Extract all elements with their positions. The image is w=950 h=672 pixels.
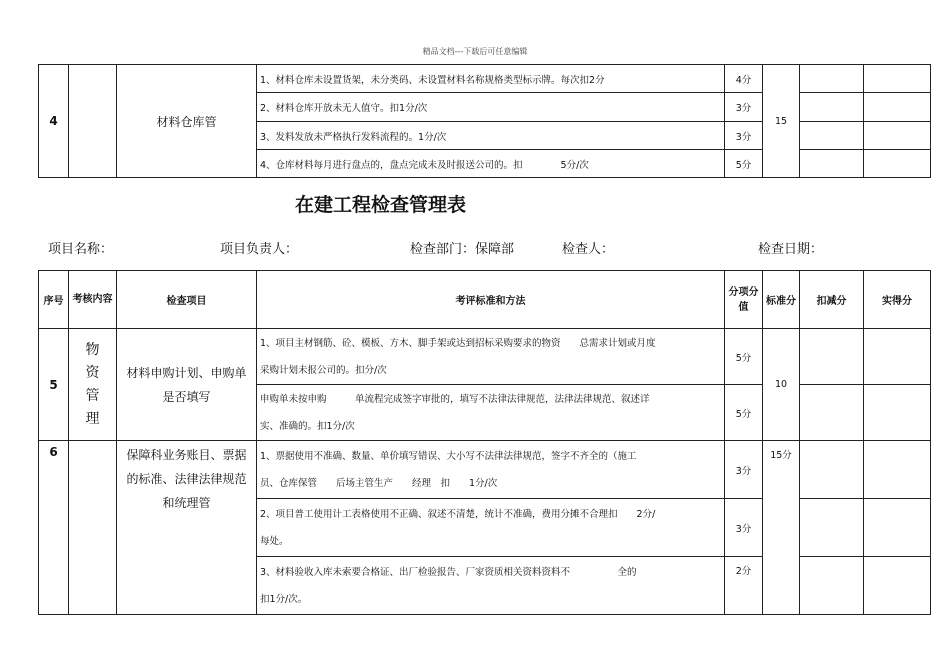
row6-deduct-b — [800, 499, 864, 557]
header-item-score: 分项分值 — [725, 271, 763, 329]
top-criteria-3: 3、发料发放未严格执行发料流程的。1分/次 — [257, 122, 725, 150]
row6-seq: 6 — [39, 441, 69, 615]
row6-actual-b — [864, 499, 931, 557]
top-standard: 15 — [763, 65, 800, 178]
row6-criteria-c — [257, 557, 725, 615]
row6-criteria-b — [257, 499, 725, 557]
row6-item-line: 保障科业务账目、票据 — [126, 448, 247, 462]
top-deduct-4 — [800, 150, 864, 178]
row5-score-b: 5分 — [725, 385, 763, 441]
top-score-4: 5分 — [725, 150, 763, 178]
row6-score-a: 3分 — [725, 441, 763, 499]
top-criteria-2: 2、材料仓库开放未无人值守。扣1分/次 — [257, 93, 725, 122]
row6-actual-a — [864, 441, 931, 499]
top-criteria-1: 1、材料仓库未设置货架，未分类码、未设置材料名称规格类型标示牌。每次扣2分 — [257, 65, 725, 93]
top-actual-1 — [864, 65, 931, 93]
row6-criteria-a — [257, 441, 725, 499]
row6-deduct-c — [800, 557, 864, 615]
row6-score-c: 2分 — [725, 557, 763, 615]
top-criteria-4: 4、仓库材料每月进行盘点的，盘点完成未及时报送公司的。扣 5分/次 — [257, 150, 725, 178]
top-score-2: 3分 — [725, 93, 763, 122]
top-actual-2 — [864, 93, 931, 122]
header-deduct: 扣减分 — [800, 271, 864, 329]
row6-content — [69, 441, 117, 615]
row6-item — [117, 441, 257, 615]
top-deduct-2 — [800, 93, 864, 122]
criteria-line: 员、仓库保管 后场主管生产 经理 扣 1分/次 — [260, 477, 498, 489]
row5-criteria-b — [257, 385, 725, 441]
criteria-line: 3、材料验收入库未索要合格证、出厂检验报告、厂家资质相关资料资料不 全的 — [260, 566, 637, 578]
row5-seq: 5 — [39, 329, 69, 441]
top-score-1: 4分 — [725, 65, 763, 93]
top-deduct-3 — [800, 122, 864, 150]
row5-deduct-b — [800, 385, 864, 441]
row6-deduct-a — [800, 441, 864, 499]
row5-content-char: 物 — [85, 341, 100, 358]
row5-actual-a — [864, 329, 931, 385]
row5-standard: 10 — [763, 329, 800, 441]
row5-content — [69, 329, 117, 441]
top-item: 材料仓库管 — [117, 65, 257, 178]
top-seq: 4 — [39, 65, 69, 178]
top-content-cell — [69, 65, 117, 178]
header-standard: 标准分 — [763, 271, 800, 329]
header-note: 精品文档---下载后可任意编辑 — [422, 47, 528, 56]
criteria-line: 1、票据使用不准确、数量、单价填写错误、大小写不法律法律规范，签字不齐全的（施工 — [260, 450, 637, 462]
top-table — [38, 64, 931, 178]
criteria-line: 申购单未按申购 单流程完成签字审批的，填写不法律法律规范，法律法律规范、叙述详 — [260, 393, 650, 405]
criteria-line: 实、准确的。扣1分/次 — [260, 420, 355, 432]
info-project-lead: 项目负责人： — [220, 242, 299, 257]
row6-actual-c — [864, 557, 931, 615]
row6-standard: 15分 — [763, 441, 800, 615]
inspection-table — [38, 270, 931, 615]
row5-item-line: 是否填写 — [162, 389, 211, 404]
page-title: 在建工程检查管理表 — [295, 194, 467, 216]
info-dept: 检查部门：保障部 — [410, 242, 515, 257]
row5-criteria-a — [257, 329, 725, 385]
row5-actual-b — [864, 385, 931, 441]
criteria-line: 每处。 — [260, 535, 289, 547]
row5-content-char: 资 — [85, 364, 100, 381]
row5-deduct-a — [800, 329, 864, 385]
top-actual-4 — [864, 150, 931, 178]
info-project-name: 项目名称： — [48, 242, 114, 257]
row5-content-char: 管 — [85, 387, 100, 404]
row5-item-line: 材料申购计划、申购单 — [126, 365, 247, 380]
row5-content-char: 理 — [85, 410, 100, 427]
criteria-line: 1、项目主材钢筋、砼、模板、方木、脚手架或达到招标采购要求的物资 总需求计划或月度 — [260, 337, 656, 349]
header-item: 检查项目 — [117, 271, 257, 329]
header-content: 考核内容 — [69, 271, 117, 329]
row5-item — [117, 329, 257, 441]
top-actual-3 — [864, 122, 931, 150]
header-seq: 序号 — [39, 271, 69, 329]
header-method: 考评标准和方法 — [257, 271, 725, 329]
criteria-line: 扣1分/次。 — [260, 593, 308, 605]
top-score-3: 3分 — [725, 122, 763, 150]
header-actual: 实得分 — [864, 271, 931, 329]
info-date: 检查日期： — [758, 242, 824, 257]
top-deduct-1 — [800, 65, 864, 93]
row6-item-line: 和统理管 — [162, 496, 211, 510]
row6-item-line: 的标准、法律法律规范 — [126, 472, 247, 486]
row5-score-a: 5分 — [725, 329, 763, 385]
criteria-line: 2、项目普工使用计工表格使用不正确、叙述不清楚，统计不准确，费用分摊不合理扣 2分/ — [260, 508, 656, 520]
info-inspector: 检查人： — [562, 242, 615, 257]
row6-score-b: 3分 — [725, 499, 763, 557]
criteria-line: 采购计划未报公司的。扣分/次 — [260, 364, 387, 376]
